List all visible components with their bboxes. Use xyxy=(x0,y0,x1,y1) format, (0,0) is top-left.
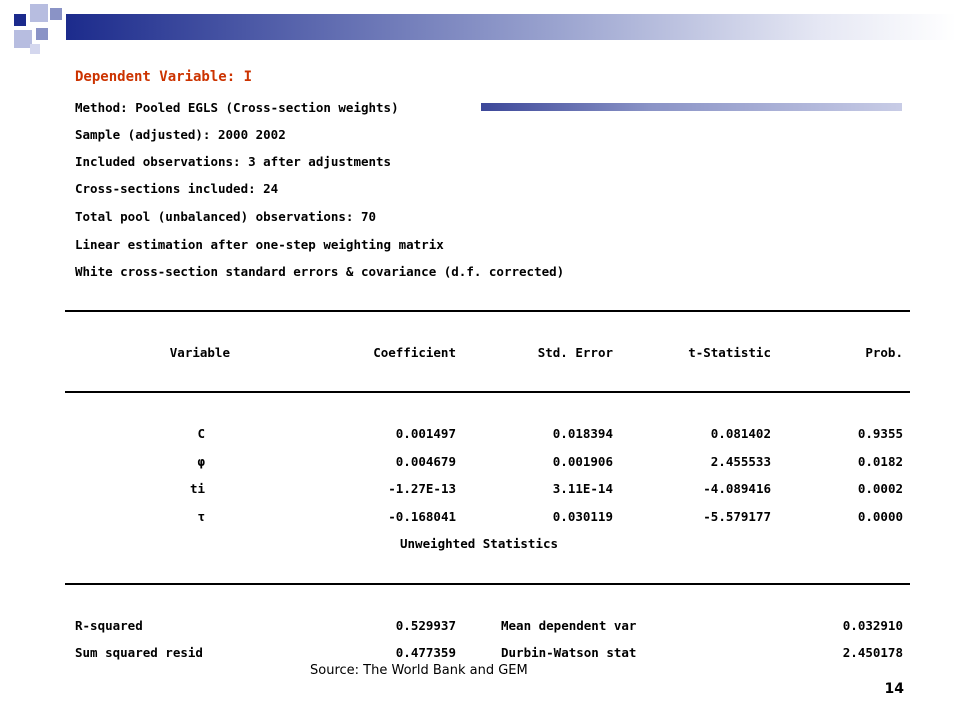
stat-label: Durbin-Watson stat xyxy=(501,645,637,660)
column-header-variable: Variable xyxy=(169,345,230,360)
meta-method: Method: Pooled EGLS (Cross-section weights) xyxy=(75,100,399,115)
dependent-variable-title: Dependent Variable: I xyxy=(75,69,253,85)
stat-label: Mean dependent var xyxy=(501,618,637,633)
stat-value: 0.529937 xyxy=(395,618,456,633)
column-header-t-statistic: t-Statistic xyxy=(688,345,771,360)
decor-square-pale xyxy=(30,44,40,54)
page-number: 14 xyxy=(884,681,904,697)
column-header-coefficient: Coefficient xyxy=(373,345,456,360)
cell-t-statistic: 0.081402 xyxy=(710,426,771,441)
cell-t-statistic: 2.455533 xyxy=(710,454,771,469)
cell-coefficient: -1.27E-13 xyxy=(388,481,456,496)
meta-total-pool: Total pool (unbalanced) observations: 70 xyxy=(75,209,377,224)
cell-variable: τ xyxy=(197,509,205,524)
meta-cross-sections: Cross-sections included: 24 xyxy=(75,181,279,196)
cell-prob: 0.0000 xyxy=(857,509,903,524)
unweighted-heading: Unweighted Statistics xyxy=(400,536,559,551)
stat-value: 0.477359 xyxy=(395,645,456,660)
cell-t-statistic: -4.089416 xyxy=(703,481,771,496)
table-top-rule xyxy=(65,310,910,312)
cell-prob: 0.9355 xyxy=(857,426,903,441)
cell-variable: ti xyxy=(189,481,205,496)
title-accent-bar xyxy=(481,103,902,111)
stat-value: 2.450178 xyxy=(842,645,903,660)
column-header-prob: Prob. xyxy=(865,345,903,360)
meta-estimation: Linear estimation after one-step weighting matrix xyxy=(75,237,444,252)
unweighted-rule xyxy=(65,583,910,585)
header-gradient-bar xyxy=(66,14,956,40)
column-header-std-error: Std. Error xyxy=(537,345,613,360)
cell-prob: 0.0182 xyxy=(857,454,903,469)
decor-square-mid xyxy=(36,28,48,40)
cell-variable: C xyxy=(197,426,205,441)
cell-coefficient: 0.001497 xyxy=(395,426,456,441)
meta-standard-errors: White cross-section standard errors & covariance (d.f. corrected) xyxy=(75,264,565,279)
source-note: Source: The World Bank and GEM xyxy=(310,663,528,678)
cell-std-error: 0.001906 xyxy=(552,454,613,469)
cell-prob: 0.0002 xyxy=(857,481,903,496)
decor-square-dark xyxy=(14,14,26,26)
cell-std-error: 0.030119 xyxy=(552,509,613,524)
cell-variable: φ xyxy=(197,454,205,469)
cell-t-statistic: -5.579177 xyxy=(703,509,771,524)
stat-label: Sum squared resid xyxy=(75,645,203,660)
cell-coefficient: -0.168041 xyxy=(388,509,456,524)
meta-observations: Included observations: 3 after adjustments xyxy=(75,154,392,169)
cell-std-error: 3.11E-14 xyxy=(552,481,613,496)
meta-sample: Sample (adjusted): 2000 2002 xyxy=(75,127,286,142)
stat-value: 0.032910 xyxy=(842,618,903,633)
stat-label: R-squared xyxy=(75,618,143,633)
cell-coefficient: 0.004679 xyxy=(395,454,456,469)
table-header-rule xyxy=(65,391,910,393)
decor-square-light xyxy=(30,4,48,22)
cell-std-error: 0.018394 xyxy=(552,426,613,441)
decor-square-mid xyxy=(50,8,62,20)
